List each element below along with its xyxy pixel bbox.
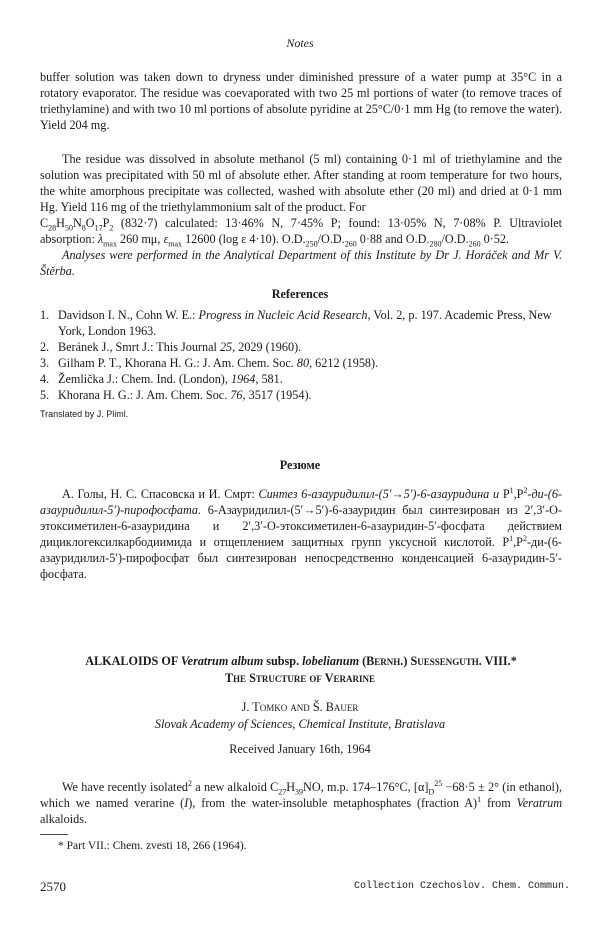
para2-text-f: 0·88 and O.D.	[359, 232, 430, 246]
intro-genus: Veratrum	[516, 796, 563, 810]
intro-ref-2: 2	[187, 778, 192, 788]
reference-italic: 80,	[296, 356, 313, 370]
references-list	[40, 307, 562, 403]
intro-ref-1: 1	[477, 794, 482, 804]
reference-number: 2.	[40, 340, 50, 354]
article-title-genus: Veratrum album	[180, 654, 264, 668]
intro-f: from	[487, 796, 511, 810]
reference-italic: 76,	[230, 388, 246, 402]
resume-title-italic: Синтез 6-азауридилил-(5′→5′)-6-азауридина и	[258, 487, 500, 501]
reference-authors: Davidson I. N., Cohn W. E.:	[58, 308, 196, 322]
resume-authors: А. Голы, Н. С. Спасовска и И. Смрт:	[62, 487, 255, 501]
reference-number: 5.	[40, 388, 50, 402]
resume-text-2: -ди-(6-азауридилил-5′)-пирофосфат был синтезирован непосредственно конденсацией 6-азауридин-5′-фосфата.	[40, 535, 562, 581]
running-head: Notes	[286, 36, 314, 50]
intro-paragraph	[40, 779, 562, 827]
page-number: 2570	[40, 879, 66, 894]
para2-text-c: 260 mμ,	[120, 232, 161, 246]
resume-comma-p: ,P	[513, 487, 524, 501]
lambda-symbol: λ	[97, 232, 104, 246]
epsilon-symbol: ε	[163, 232, 169, 246]
intro-g: alkaloids.	[40, 812, 88, 826]
article-subtitle: The Structure of Verarine	[224, 671, 376, 685]
formula-c-sub: 28	[48, 223, 57, 233]
reference-number: 4.	[40, 372, 50, 386]
article-title	[40, 653, 562, 669]
paragraph-analyses	[40, 247, 562, 279]
intro-roman: I	[184, 796, 189, 810]
reference-item	[40, 339, 562, 355]
reference-rest: Vol. 2, p. 197. Academic Press, New York, London 1963.	[58, 308, 552, 338]
intro-d-sup: 25	[434, 778, 443, 788]
paragraph-precipitation	[40, 151, 562, 247]
resume-text-1: 6-Азауридилил-(5′→5′)-6-азауридин был синтезирован из 2′,3′-О-этоксиметилен-6-азауридина и 2′,3′-О-этоксиметилен-6-азауридин-5′-фосфата действием дициклогексилкарбодиимида и отщеплением защитных групп уксусной кислотой.	[40, 503, 563, 549]
journal-name: Collection Czechoslov. Chem. Commun.	[354, 881, 571, 892]
translator-note: Translated by J. Pliml.	[40, 409, 129, 419]
formula-n-sub: 8	[81, 223, 86, 233]
intro-c-sub: 27	[278, 787, 287, 797]
intro-c: NO, m.p. 174–176°C, [α]	[303, 780, 429, 794]
article-title-b: subsp.	[266, 654, 300, 668]
analyses-text: Analyses were performed in the Analytical Department of this Institute by Dr J. Horáček and Mr V. Štěrba.	[40, 248, 562, 278]
para2-text-b: (832·7) calculated: 13·46% N, 7·45% P; found: 13·05% N, 7·08% P. Ultraviolet absorption:	[40, 216, 563, 246]
formula-p-sub: 2	[109, 223, 114, 233]
footnote: * Part VII.: Chem. zvesti 18, 266 (1964).	[58, 840, 247, 852]
reference-authors: Žemlička J.: Chem. Ind. (London),	[58, 372, 228, 386]
reference-rest: 2029 (1960).	[238, 340, 302, 354]
resume-p1: 1	[509, 485, 514, 495]
resume-title-italic-2: -ди-(6-азауридилил-5′)-пирофосфата.	[40, 487, 563, 517]
formula-n: N	[72, 216, 82, 230]
received-date: Received January 16th, 1964	[229, 742, 371, 756]
reference-item	[40, 307, 562, 339]
para2-text-a: The residue was dissolved in absolute methanol (5 ml) containing 0·1 ml of triethylamine and the solution was precipitated with 50 ml of absolute ether. After standing at room temperature for two hours, the white amorphous precipitate was collected, washed with absolute ether (20 ml) and dried at 0·1 mm Hg. Yield 116 mg of the triethylammonium salt of the product. For	[40, 152, 562, 214]
article-authors: J. Tomko and Š. Bauer	[241, 700, 359, 714]
resume-p-b: P	[502, 535, 510, 549]
para2-text-g: /O.D.	[441, 232, 469, 246]
formula-o: O	[85, 216, 95, 230]
formula-c: C	[40, 216, 49, 230]
od-250: 250	[305, 239, 318, 249]
formula-o-sub: 17	[94, 223, 103, 233]
intro-h: H	[286, 780, 296, 794]
reference-item	[40, 387, 562, 403]
formula-h: H	[56, 216, 65, 230]
intro-a: We have recently isolated	[62, 780, 188, 794]
resume-comma-p-b: ,P	[513, 535, 523, 549]
intro-b: a new alkaloid C	[195, 780, 279, 794]
reference-item	[40, 371, 562, 387]
para2-text-h: 0·52.	[483, 232, 510, 246]
formula-h-sub: 50	[64, 223, 73, 233]
reference-authors: Khorana H. G.: J. Am. Chem. Soc.	[58, 388, 228, 402]
reference-number: 1.	[40, 308, 50, 322]
article-title-variety: lobelianum	[302, 654, 360, 668]
epsilon-sub: max	[168, 239, 183, 249]
reference-italic: Progress in Nucleic Acid Research,	[198, 308, 371, 322]
resume-heading: Резюме	[279, 458, 321, 472]
resume-p2-b: 2	[522, 533, 527, 543]
reference-authors: Beránek J., Smrt J.: This Journal	[58, 340, 217, 354]
intro-e: ), from the water-insoluble metaphosphates (fraction A)	[188, 796, 478, 810]
reference-rest: 3517 (1954).	[248, 388, 312, 402]
reference-item	[40, 355, 562, 371]
resume-paragraph	[40, 486, 562, 582]
para2-text-d: 12600 (log ε 4·10). O.D.	[185, 232, 306, 246]
resume-p1-b: 1	[509, 533, 514, 543]
od-260-b: 260	[468, 239, 481, 249]
intro-d: −68·5 ± 2° (in ethanol), which we named verarine (	[40, 780, 563, 810]
resume-p2: 2	[523, 485, 528, 495]
reference-rest: 581.	[261, 372, 283, 386]
article-affiliation: Slovak Academy of Sciences, Chemical Institute, Bratislava	[154, 717, 446, 731]
resume-p: P	[502, 487, 510, 501]
intro-h-sub: 39	[295, 787, 304, 797]
references-heading: References	[271, 287, 329, 301]
lambda-sub: max	[103, 239, 117, 249]
od-260-a: 260	[344, 239, 357, 249]
od-280: 280	[429, 239, 442, 249]
reference-rest: 6212 (1958).	[315, 356, 379, 370]
reference-italic: 25,	[219, 340, 236, 354]
para2-text-e: /O.D.	[317, 232, 345, 246]
article-title-c: (Bernh.) Suessenguth. VIII.*	[362, 654, 517, 668]
reference-number: 3.	[40, 356, 50, 370]
article-title-a: ALKALOIDS OF	[85, 654, 178, 668]
intro-d-sub: D	[428, 787, 435, 797]
reference-italic: 1964,	[230, 372, 259, 386]
formula-p: P	[102, 216, 110, 230]
footnote-rule	[40, 834, 68, 835]
reference-authors: Gilham P. T., Khorana H. G.: J. Am. Chem. Soc.	[58, 356, 294, 370]
paragraph-buffer-evaporation: buffer solution was taken down to dryness under diminished pressure of a water pump at 35°C in a rotatory evaporator. The residue was coevaporated with two 25 ml portions of water (to remove traces of triethylamine) and with two 10 ml portions of absolute pyridine at 25°C/0·1 mm Hg (to remove the water). Yield 204 mg.	[40, 70, 562, 132]
